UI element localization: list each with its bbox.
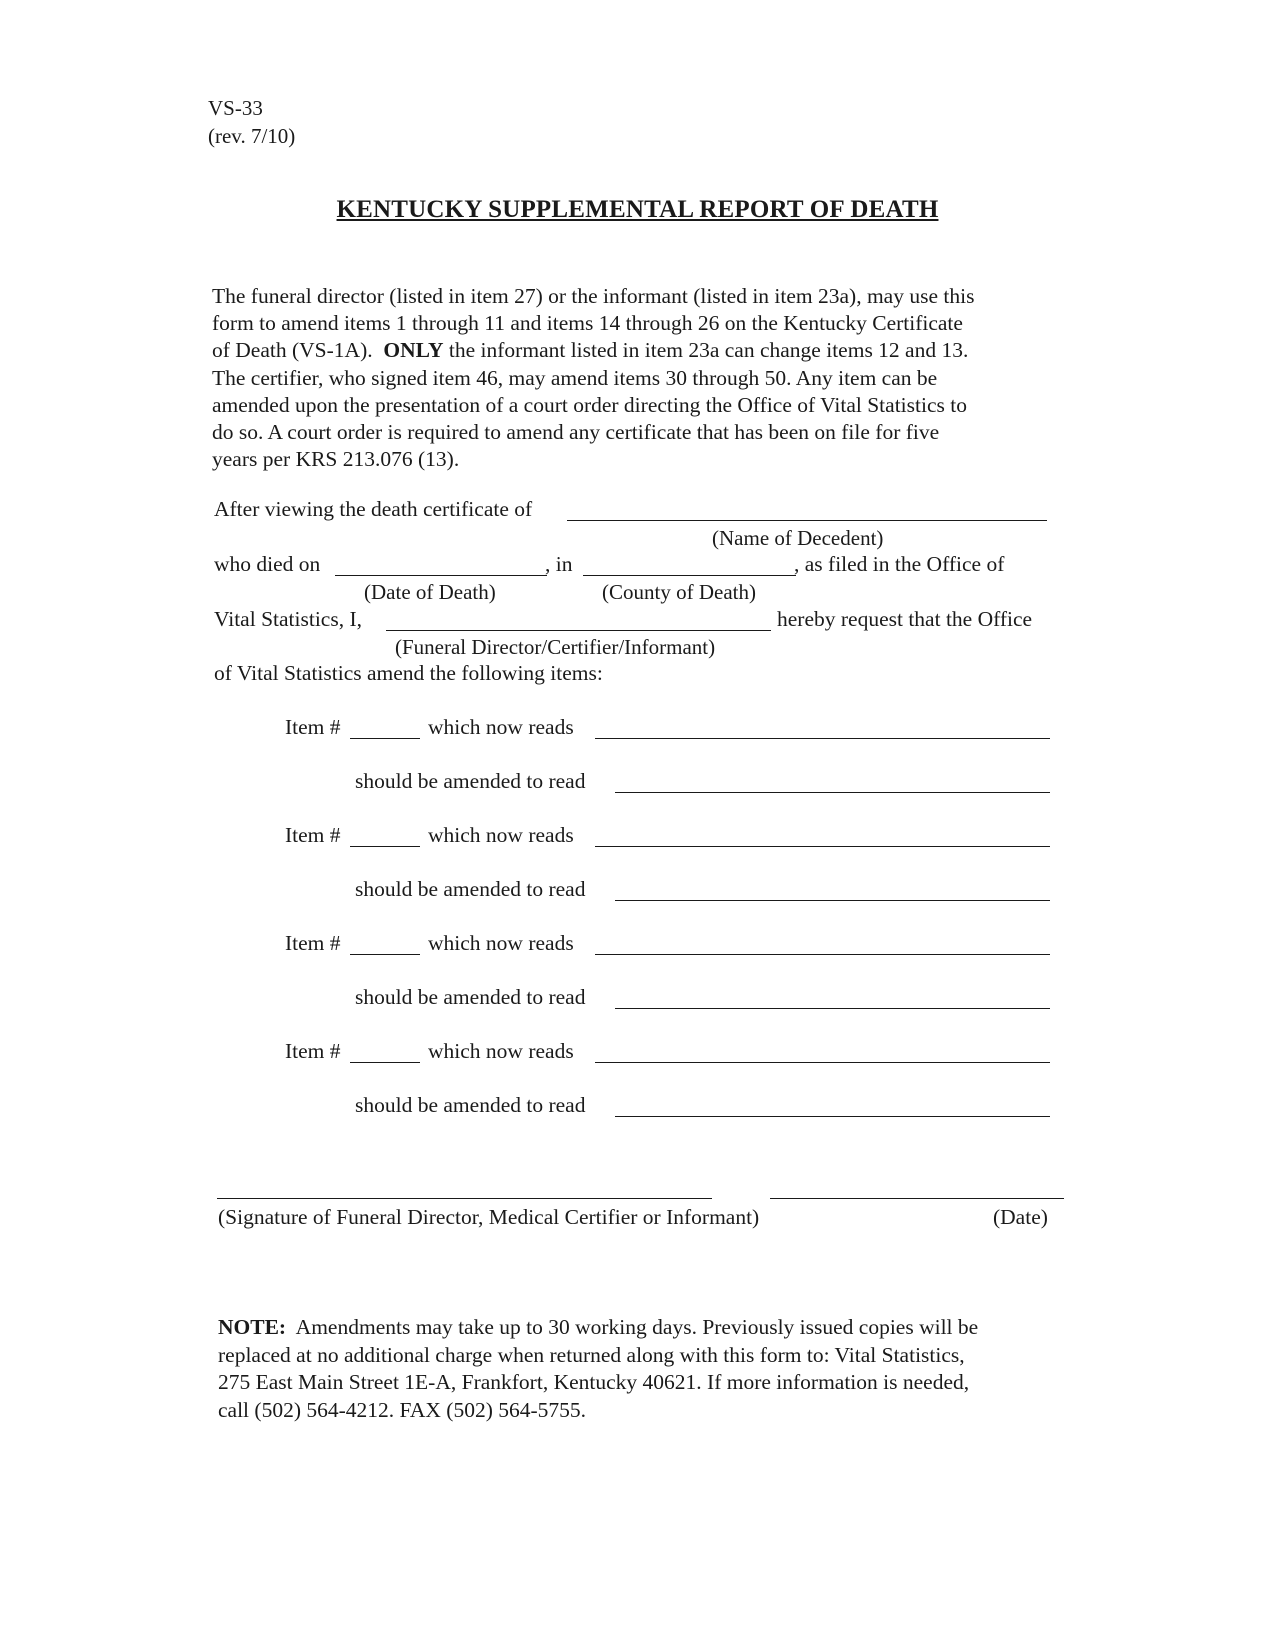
- hereby-request-label: hereby request that the Office: [777, 607, 1033, 631]
- instructions-line: years per KRS 213.076 (13).: [212, 447, 460, 472]
- filed-in-office-label: , as filed in the Office of: [794, 552, 1005, 576]
- amended-value-field[interactable]: [615, 1116, 1050, 1117]
- instructions-line: do so. A court order is required to amend any certificate that has been on file for five: [212, 420, 940, 445]
- after-viewing-label: After viewing the death certificate of: [214, 497, 533, 521]
- instructions-line: The funeral director (listed in item 27) or the informant (listed in item 23a), may use this: [212, 284, 975, 308]
- amended-to-label: should be amended to read: [355, 985, 586, 1009]
- now-reads-label: which now reads: [428, 715, 574, 739]
- amended-value-field[interactable]: [615, 792, 1050, 793]
- vital-statistics-i-label: Vital Statistics, I,: [214, 607, 363, 631]
- amend-following-label: of Vital Statistics amend the following items:: [214, 661, 603, 685]
- decedent-name-field[interactable]: [567, 520, 1047, 521]
- instructions-line: form to amend items 1 through 11 and items 14 through 26 on the Kentucky Certificate: [212, 311, 963, 336]
- current-value-field[interactable]: [595, 846, 1050, 847]
- instructions-paragraph: [212, 283, 1062, 473]
- form-number: VS-33: [208, 96, 263, 120]
- county-of-death-caption: (County of Death): [602, 580, 756, 604]
- requester-name-field[interactable]: [386, 630, 771, 631]
- in-label: , in: [545, 552, 573, 576]
- amended-value-field[interactable]: [615, 900, 1050, 901]
- died-on-label: who died on: [214, 552, 321, 576]
- signature-date-caption: (Date): [993, 1205, 1048, 1229]
- instructions-line: of Death (VS-1A). ONLY the informant listed in item 23a can change items 12 and 13.: [212, 338, 969, 363]
- page-title: KENTUCKY SUPPLEMENTAL REPORT OF DEATH: [336, 196, 939, 223]
- current-value-field[interactable]: [595, 1062, 1050, 1063]
- signature-caption: (Signature of Funeral Director, Medical Certifier or Informant): [218, 1205, 760, 1229]
- amended-value-field[interactable]: [615, 1008, 1050, 1009]
- note-line: call (502) 564-4212. FAX (502) 564-5755.: [218, 1397, 587, 1422]
- item-number-field[interactable]: [350, 846, 420, 847]
- amended-to-label: should be amended to read: [355, 769, 586, 793]
- note-label: NOTE:: [218, 1315, 287, 1339]
- form-revision: (rev. 7/10): [208, 124, 296, 148]
- current-value-field[interactable]: [595, 954, 1050, 955]
- amended-to-label: should be amended to read: [355, 877, 586, 901]
- county-of-death-field[interactable]: [583, 575, 796, 576]
- now-reads-label: which now reads: [428, 823, 574, 847]
- only-emphasis: ONLY: [383, 338, 444, 363]
- now-reads-label: which now reads: [428, 931, 574, 955]
- note-paragraph: [218, 1314, 1078, 1424]
- note-line: replaced at no additional charge when returned along with this form to: Vital Statistics,: [218, 1342, 965, 1367]
- item-number-field[interactable]: [350, 1062, 420, 1063]
- date-of-death-field[interactable]: [335, 575, 547, 576]
- instructions-line: amended upon the presentation of a court order directing the Office of Vital Statistics to: [212, 392, 967, 417]
- note-line: NOTE: Amendments may take up to 30 working days. Previously issued copies will be: [218, 1315, 979, 1339]
- requester-caption: (Funeral Director/Certifier/Informant): [395, 635, 716, 659]
- signature-date-field[interactable]: [770, 1198, 1064, 1199]
- decedent-name-caption: (Name of Decedent): [712, 526, 884, 550]
- now-reads-label: which now reads: [428, 1039, 574, 1063]
- instructions-line: The certifier, who signed item 46, may amend items 30 through 50. Any item can be: [212, 365, 938, 390]
- amended-to-label: should be amended to read: [355, 1093, 586, 1117]
- current-value-field[interactable]: [595, 738, 1050, 739]
- item-number-label: Item #: [285, 715, 341, 739]
- item-number-field[interactable]: [350, 738, 420, 739]
- signature-field[interactable]: [217, 1198, 712, 1199]
- item-number-label: Item #: [285, 823, 341, 847]
- item-number-field[interactable]: [350, 954, 420, 955]
- note-line: 275 East Main Street 1E-A, Frankfort, Kentucky 40621. If more information is needed,: [218, 1370, 970, 1394]
- item-number-label: Item #: [285, 931, 341, 955]
- item-number-label: Item #: [285, 1039, 341, 1063]
- date-of-death-caption: (Date of Death): [364, 580, 496, 604]
